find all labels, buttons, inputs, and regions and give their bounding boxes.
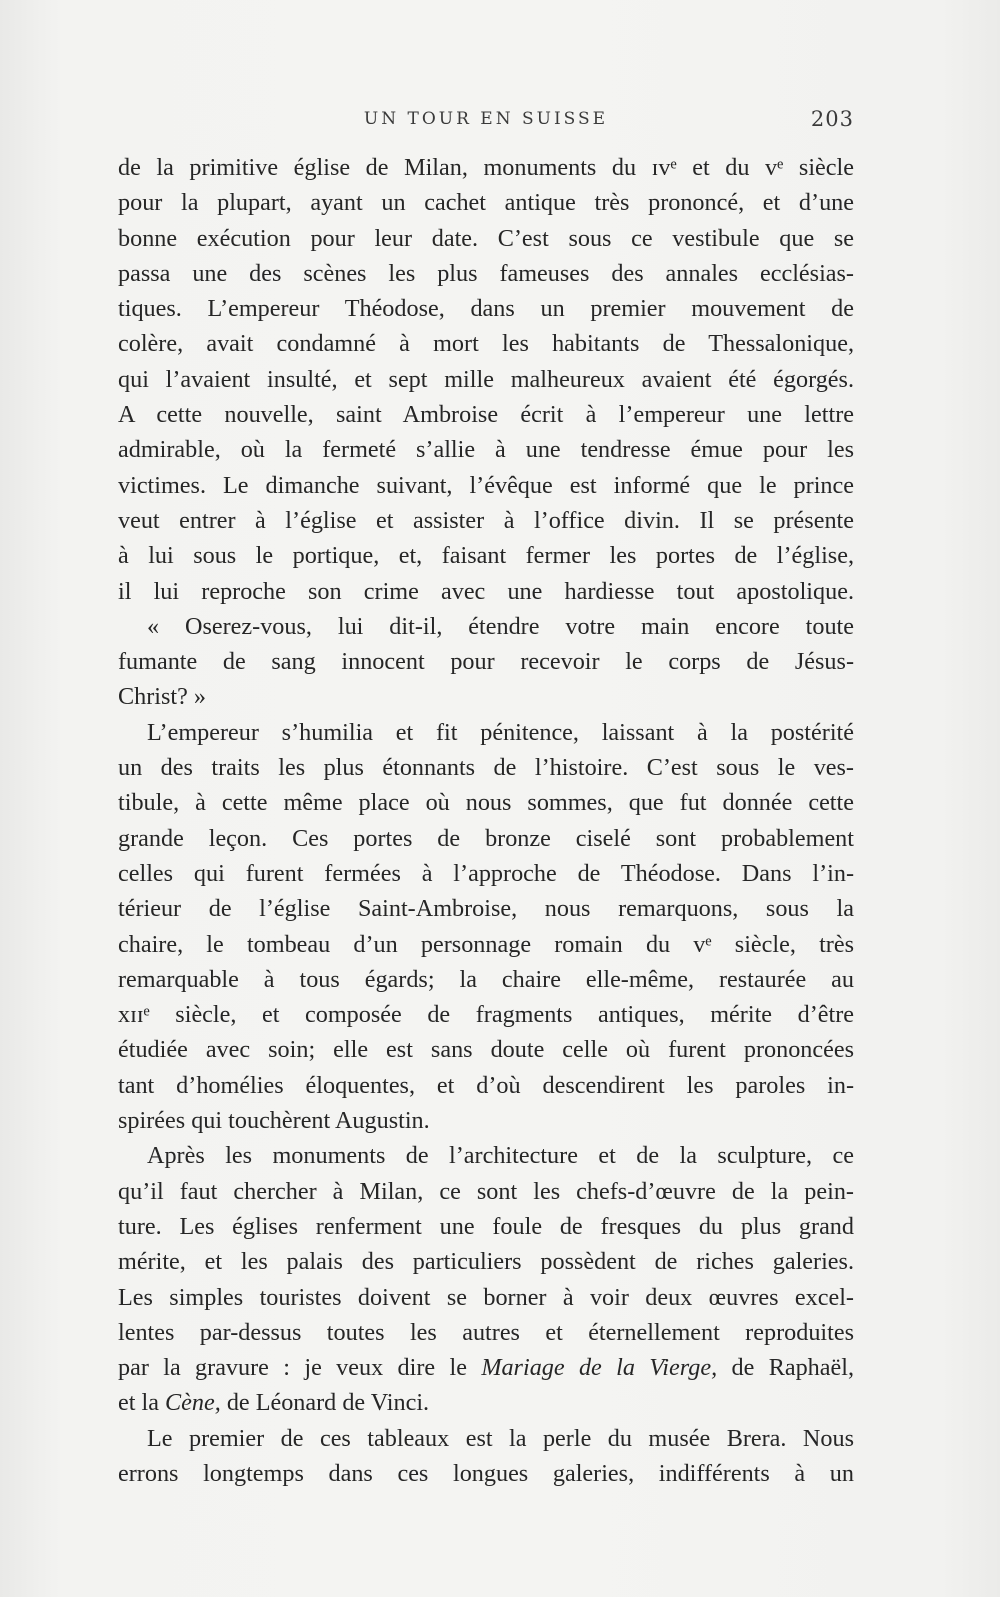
text-line: xɪɪᵉ siècle, et composée de fragments antiques, mérite d’être bbox=[118, 1001, 854, 1029]
text-segment: de Léonard de Vinci. bbox=[220, 1389, 430, 1417]
text-line: à lui sous le portique, et, faisant fermer les portes de l’église, bbox=[118, 542, 854, 570]
text-line bbox=[118, 1350, 854, 1385]
text-line: qui l’avaient insulté, et sept mille malheureux avaient été égorgés. bbox=[118, 365, 854, 393]
text-line: pour la plupart, ayant un cachet antique très prononcé, et d’une bbox=[118, 189, 854, 217]
text-line: un des traits les plus étonnants de l’histoire. C’est sous le ves- bbox=[118, 754, 854, 782]
text-line: victimes. Le dimanche suivant, l’évêque est informé que le prince bbox=[118, 471, 854, 499]
text-line: spirées qui touchèrent Augustin. bbox=[118, 1107, 430, 1135]
text-line: admirable, où la fermeté s’allie à une tendresse émue pour les bbox=[118, 436, 854, 464]
text-line: Le premier de ces tableaux est la perle du musée Brera. Nous bbox=[147, 1424, 854, 1452]
text-line: L’empereur s’humilia et fit pénitence, laissant à la postérité bbox=[147, 718, 854, 746]
text-line: bonne exécution pour leur date. C’est sous ce vestibule que se bbox=[118, 224, 854, 252]
text-line: veut entrer à l’église et assister à l’office divin. Il se présente bbox=[118, 506, 854, 534]
text-line: celles qui furent fermées à l’approche de Théodose. Dans l’in- bbox=[118, 859, 854, 887]
italic-title: Mariage de la Vierge, bbox=[481, 1354, 718, 1382]
running-title: UN TOUR EN SUISSE bbox=[363, 109, 609, 129]
text-line: tant d’homélies éloquentes, et d’où descendirent les paroles in- bbox=[118, 1071, 854, 1099]
text-line: ture. Les églises renferment une foule de fresques du plus grand bbox=[118, 1212, 854, 1240]
text-line bbox=[118, 1385, 854, 1420]
text-segment: de Raphaël, bbox=[717, 1354, 854, 1382]
text-line: A cette nouvelle, saint Ambroise écrit à l’empereur une lettre bbox=[118, 401, 854, 429]
text-line: colère, avait condamné à mort les habitants de Thessalonique, bbox=[118, 330, 854, 358]
text-segment: et la bbox=[118, 1389, 166, 1417]
text-line: « Oserez-vous, lui dit-il, étendre votre main encore toute bbox=[147, 612, 854, 640]
text-line: tiques. L’empereur Théodose, dans un premier mouvement de bbox=[118, 295, 854, 323]
text-line: tibule, à cette même place où nous sommes, que fut donnée cette bbox=[118, 789, 854, 817]
text-line: passa une des scènes les plus fameuses des annales ecclésias- bbox=[118, 259, 854, 287]
text-line: chaire, le tombeau d’un personnage romain du vᵉ siècle, très bbox=[118, 930, 854, 958]
text-line: grande leçon. Ces portes de bronze ciselé sont probablement bbox=[118, 824, 854, 852]
text-line: Les simples touristes doivent se borner à voir deux œuvres excel- bbox=[118, 1283, 854, 1311]
italic-title: Cène, bbox=[165, 1389, 221, 1417]
text-line: térieur de l’église Saint-Ambroise, nous remarquons, sous la bbox=[118, 895, 854, 923]
body-text bbox=[118, 150, 854, 1491]
text-line: fumante de sang innocent pour recevoir le corps de Jésus- bbox=[118, 648, 854, 676]
text-line: errons longtemps dans ces longues galeries, indifférents à un bbox=[118, 1459, 854, 1487]
text-line: remarquable à tous égards; la chaire elle-même, restaurée au bbox=[118, 965, 854, 993]
text-line: étudiée avec soin; elle est sans doute celle où furent prononcées bbox=[118, 1036, 854, 1064]
running-head bbox=[118, 107, 854, 133]
text-line: il lui reproche son crime avec une hardiesse tout apostolique. bbox=[118, 577, 854, 605]
text-line: Après les monuments de l’architecture et de la sculpture, ce bbox=[147, 1142, 854, 1170]
text-line: qu’il faut chercher à Milan, ce sont les chefs-d’œuvre de la pein- bbox=[118, 1177, 854, 1205]
text-line: de la primitive église de Milan, monuments du ɪvᵉ et du vᵉ siècle bbox=[118, 154, 854, 181]
text-segment: par la gravure : je veux dire le bbox=[118, 1354, 482, 1382]
text-line: mérite, et les palais des particuliers possèdent de riches galeries. bbox=[118, 1248, 854, 1276]
page-number: 203 bbox=[810, 107, 854, 131]
text-line: Christ? » bbox=[118, 683, 207, 711]
text-line: lentes par-dessus toutes les autres et éternellement reproduites bbox=[118, 1318, 854, 1346]
